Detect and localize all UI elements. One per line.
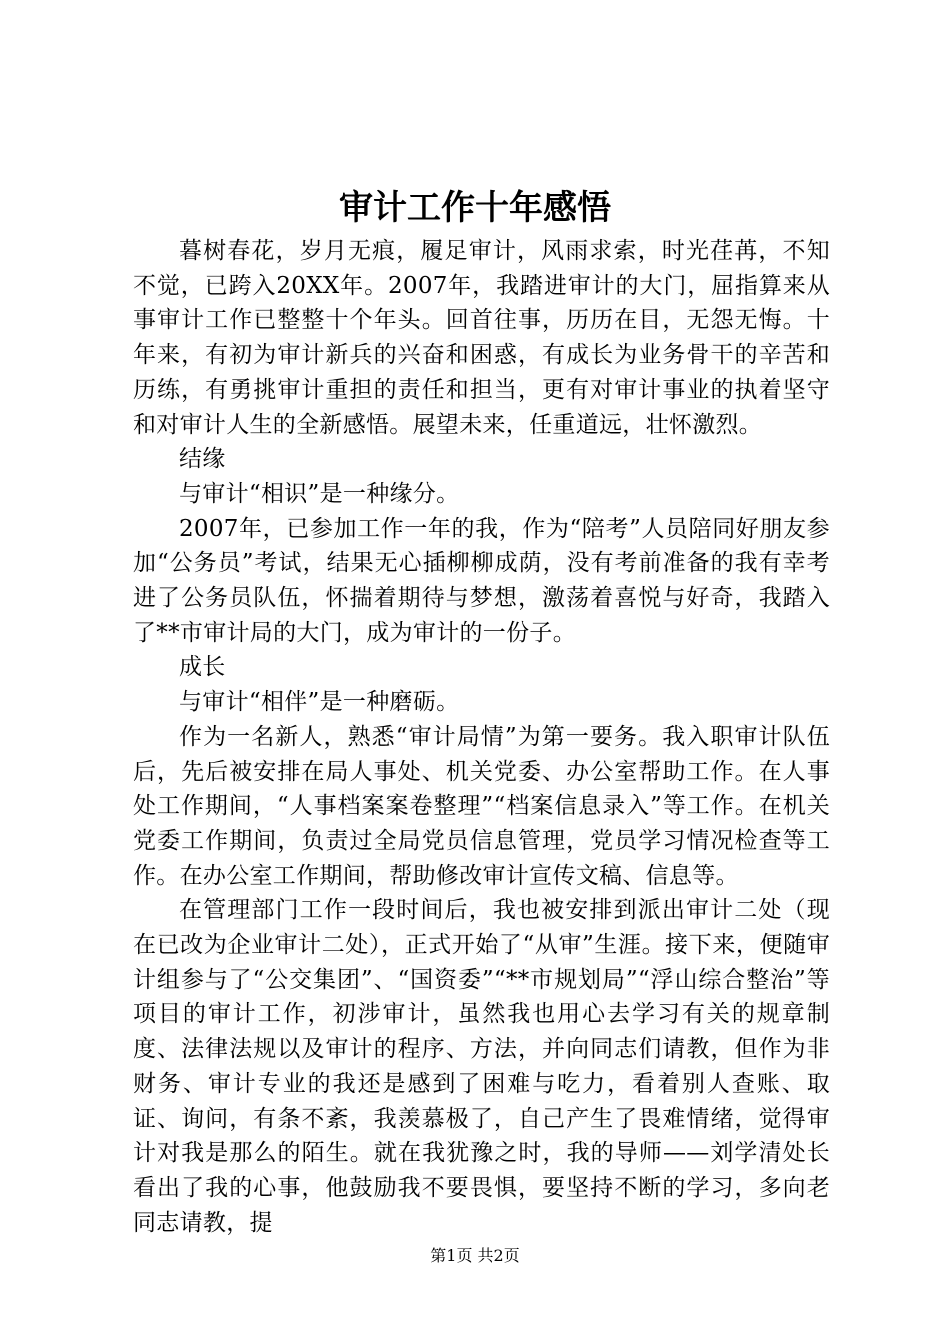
document-title: 审计工作十年感悟 [339,188,611,228]
page-footer: 第1页 共2页 [430,1246,520,1265]
section-heading-chengzhang: 成长 [179,654,226,681]
paragraph: 2007年，已参加工作一年的我，作为“陪考”人员陪同好朋友参加“公务员”考试，结果无心插柳柳成荫，没有考前准备的我有幸考进了公务员队伍，怀揣着期待与梦想，激荡着喜悦与好奇，我踏入了**市审计局的大门，成为审计的一份子。 [133,515,830,646]
paragraph: 在管理部门工作一段时间后，我也被安排到派出审计二处（现在已改为企业审计二处），正式开始了“从审”生涯。接下来，便随审计组参与了“公交集团”、“国资委”“**市规划局”“浮山综合整治”等项目的审计工作，初涉审计，虽然我也用心去学习有关的规章制度、法律法规以及审计的程序、方法，并向同志们请教，但作为非财务、审计专业的我还是感到了困难与吃力，看着别人查账、取证、询问，有条不紊，我羡慕极了，自己产生了畏难情绪，觉得审计对我是那么的陌生。就在我犹豫之时，我的导师——刘学清处长看出了我的心事，他鼓励我不要畏惧，要坚持不断的学习，多向老同志请教，提 [133,897,830,1236]
document-body [133,234,830,1240]
section-heading-jieyuan: 结缘 [179,446,226,473]
paragraph-lead: 与审计“相伴”是一种磨砺。 [179,689,460,716]
paragraph: 作为一名新人，熟悉“审计局情”为第一要务。我入职审计队伍后，先后被安排在局人事处、机关党委、办公室帮助工作。在人事处工作期间，“人事档案案卷整理”“档案信息录入”等工作。在机关党委工作期间，负责过全局党员信息管理，党员学习情况检查等工作。在办公室工作期间，帮助修改审计宣传文稿、信息等。 [133,723,830,889]
paragraph-intro: 暮树春花，岁月无痕，履足审计，风雨求索，时光荏苒，不知不觉，已跨入20XX年。2007年，我踏进审计的大门，屈指算来从事审计工作已整整十个年头。回首往事，历历在目，无怨无悔。十年来，有初为审计新兵的兴奋和困惑，有成长为业务骨干的辛苦和历练，有勇挑审计重担的责任和担当，更有对审计事业的执着坚守和对审计人生的全新感悟。展望未来，任重道远，壮怀激烈。 [133,238,830,438]
paragraph-lead: 与审计“相识”是一种缘分。 [179,480,460,507]
